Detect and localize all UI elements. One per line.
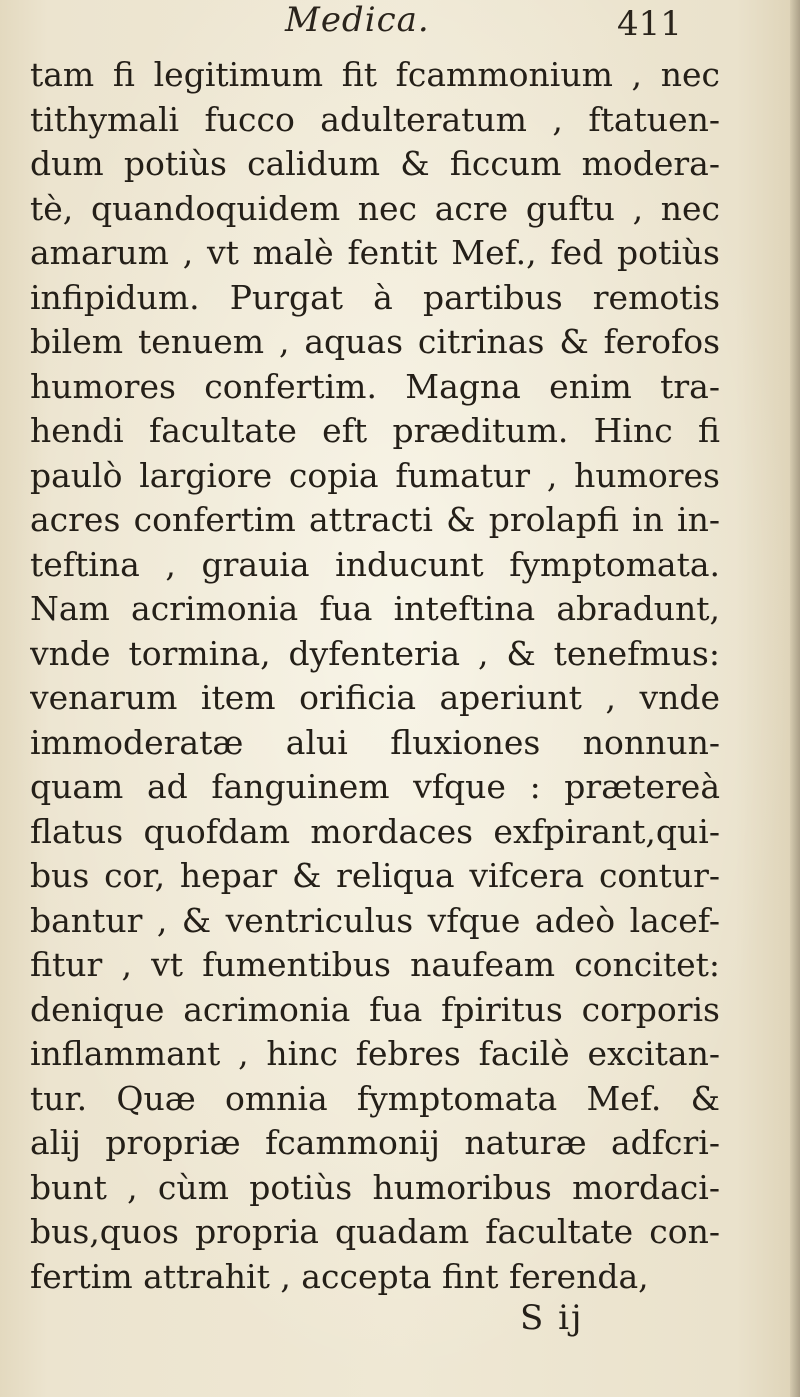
text-line: teftina , grauia inducunt fymptomata. bbox=[30, 544, 720, 584]
text-line: amarum , vt malè fentit Mef., fed potiùs bbox=[30, 233, 720, 272]
text-line: tithymali fucco adulteratum , ftatuen- bbox=[30, 99, 720, 139]
text-line: fertim attrahit , accepta fint ferenda, bbox=[30, 1256, 649, 1296]
signature-mark: S ij bbox=[520, 1298, 584, 1338]
text-line: denique acrimonia fua fpiritus corporis bbox=[30, 989, 720, 1029]
text-line: immoderatæ alui fluxiones nonnun- bbox=[30, 722, 720, 762]
page-edge-shadow bbox=[790, 0, 800, 1397]
text-line: quam ad fanguinem vfque : prætereà bbox=[30, 767, 720, 806]
text-line: bus cor, hepar & reliqua vifcera contur- bbox=[30, 856, 720, 895]
text-line: alij propriæ fcammonij naturæ adfcri- bbox=[30, 1123, 720, 1162]
text-line: acres confertim attracti & prolapfi in in- bbox=[30, 500, 720, 539]
text-line: tur. Quæ omnia fymptomata Mef. & bbox=[30, 1078, 720, 1118]
text-line: bus,quos propria quadam facultate con- bbox=[30, 1212, 720, 1251]
page-number: 411 bbox=[617, 4, 682, 44]
text-line: fitur , vt fumentibus naufeam concitet: bbox=[30, 945, 720, 984]
text-line: flatus quofdam mordaces exfpirant,qui- bbox=[30, 811, 720, 851]
text-line: venarum item orificia aperiunt , vnde bbox=[30, 678, 720, 717]
text-line: bantur , & ventriculus vfque adeò lacef- bbox=[30, 900, 720, 940]
text-line: hendi facultate eft præditum. Hinc fi bbox=[30, 411, 720, 450]
text-line: humores confertim. Magna enim tra- bbox=[30, 366, 720, 406]
text-line: inflammant , hinc febres facilè excitan- bbox=[30, 1034, 720, 1073]
body-text bbox=[30, 53, 720, 1299]
text-line: Nam acrimonia fua inteftina abradunt, bbox=[30, 589, 720, 628]
page-header bbox=[0, 0, 800, 52]
text-line: tam fi legitimum fit fcammonium , nec bbox=[30, 55, 720, 94]
text-line: tè, quandoquidem nec acre guftu , nec bbox=[30, 188, 720, 228]
text-line: dum potiùs calidum & ficcum modera- bbox=[30, 144, 720, 183]
text-line: bunt , cùm potiùs humoribus mordaci- bbox=[30, 1167, 720, 1207]
text-line: paulò largiore copia fumatur , humores bbox=[30, 455, 720, 495]
text-line: vnde tormina, dyfenteria , & tenefmus: bbox=[30, 633, 720, 673]
text-line: bilem tenuem , aquas citrinas & ferofos bbox=[30, 322, 720, 361]
running-title: Medica. bbox=[285, 0, 430, 40]
text-line: infipidum. Purgat à partibus remotis bbox=[30, 277, 720, 317]
